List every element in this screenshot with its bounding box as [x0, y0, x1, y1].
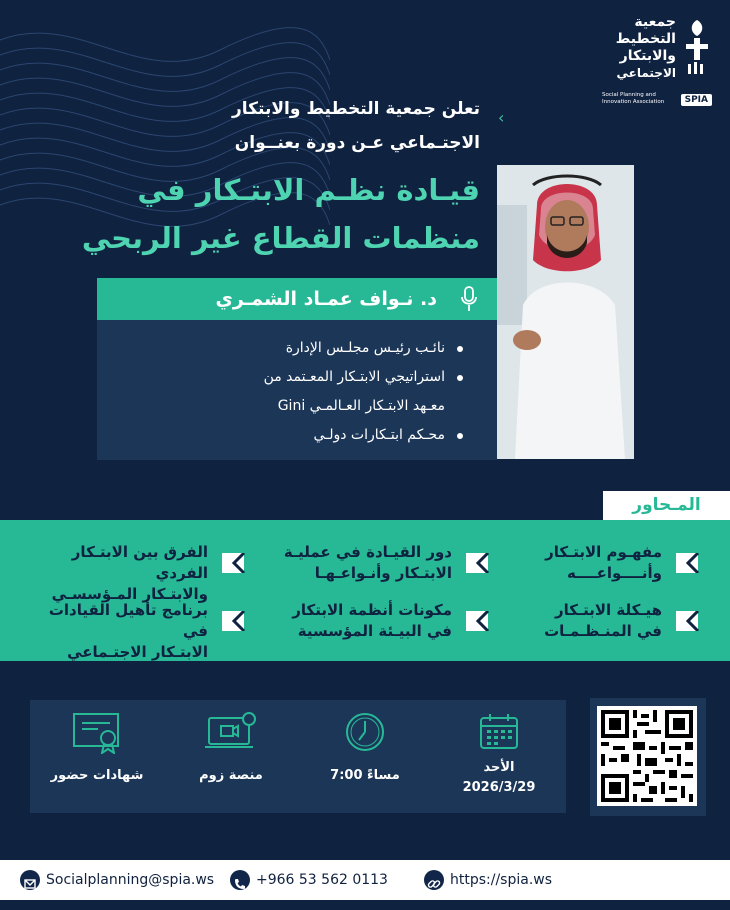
- laptop-video-icon: [205, 712, 257, 752]
- time-info: [298, 700, 432, 813]
- credential-item: محـكم ابتـكارات دولـي: [97, 421, 467, 450]
- logo-emblem-icon: [682, 18, 712, 82]
- arrow-marker-icon: [222, 553, 252, 573]
- arrow-marker-icon: [222, 611, 252, 631]
- course-info-panel: [30, 700, 566, 813]
- credential-item-continuation: معـهد الابتـكار العـالمـي Gini: [277, 398, 445, 414]
- microphone-icon: [459, 286, 479, 312]
- speaker-name-bar: [97, 278, 497, 320]
- logo-name-arabic: جمعية التخطيط والابتكار الاجتماعي: [615, 14, 676, 80]
- certificates-info: [30, 700, 164, 813]
- credential-item: استراتيجي الابتـكار المعـتمد من: [97, 363, 467, 392]
- date-info: [432, 700, 566, 813]
- date-value: 2026/3/29: [462, 780, 536, 795]
- axes-heading: المـحاور: [603, 491, 730, 520]
- speaker-photo: [497, 165, 634, 459]
- speaker-credentials: [97, 320, 497, 460]
- time-value: 7:00 مساءً: [330, 768, 400, 783]
- announcement-text: [180, 92, 480, 160]
- course-title: [60, 166, 480, 262]
- logo-name-english: Social Planning and Innovation Association: [602, 92, 665, 105]
- phone-icon: [230, 870, 250, 890]
- speaker-name: د. نـواف عمـاد الشمـري: [215, 288, 437, 310]
- credentials-list: [97, 320, 497, 450]
- announcement-line-2: الاجتـماعي عـن دورة بعنــوان: [234, 133, 480, 153]
- phone-text: +966 53 562 0113: [256, 872, 388, 888]
- qr-code[interactable]: [597, 706, 697, 806]
- website-text: https://spia.ws: [450, 872, 553, 888]
- axes-section: مفهـوم الابتـكار وأنــــواعــــه دور القيـادة في عمليـة الابتـكار وأنـواعـهـا الفرق بين الابتـكار الفردي والابتـكار المـؤسسـي هيـكلة الابتـكار في المنـظـمـات مكونات أنظمة الابتكار في البيـئة المؤسسية برنامج تأهيل القيادات في الابتـكار الاجتـماعي 2026: [0, 520, 730, 661]
- announcement-chevron-icon: ‹: [498, 108, 505, 127]
- speaker-portrait-illustration: [497, 165, 634, 459]
- certificate-icon: [72, 712, 122, 754]
- certificates-value: شهادات حضور: [50, 768, 144, 783]
- contact-footer: [0, 860, 730, 900]
- arrow-marker-icon: [676, 611, 706, 631]
- qr-code-panel: [590, 698, 706, 816]
- organization-logo: [602, 14, 712, 106]
- calendar-icon: [479, 712, 519, 750]
- course-title-line-1: قيـادة نظـم الابتـكار في: [137, 173, 480, 207]
- logo-badge: SPIA: [681, 94, 712, 106]
- clock-icon: [345, 712, 385, 752]
- arrow-marker-icon: [466, 611, 496, 631]
- date-day: الأحد: [483, 760, 515, 775]
- course-title-line-2: منظمات القطاع غير الربحي: [81, 221, 480, 255]
- platform-value: منصة زوم: [199, 768, 263, 783]
- arrow-marker-icon: [676, 553, 706, 573]
- link-icon: [424, 870, 444, 890]
- email-text: Socialplanning@spia.ws: [46, 872, 215, 888]
- credential-item: نائـب رئيـس مجلـس الإدارة: [97, 334, 467, 363]
- email-icon: [20, 870, 40, 890]
- platform-info: [164, 700, 298, 813]
- announcement-line-1: تعلن جمعية التخطيط والابتكار: [231, 99, 480, 119]
- arrow-marker-icon: [466, 553, 496, 573]
